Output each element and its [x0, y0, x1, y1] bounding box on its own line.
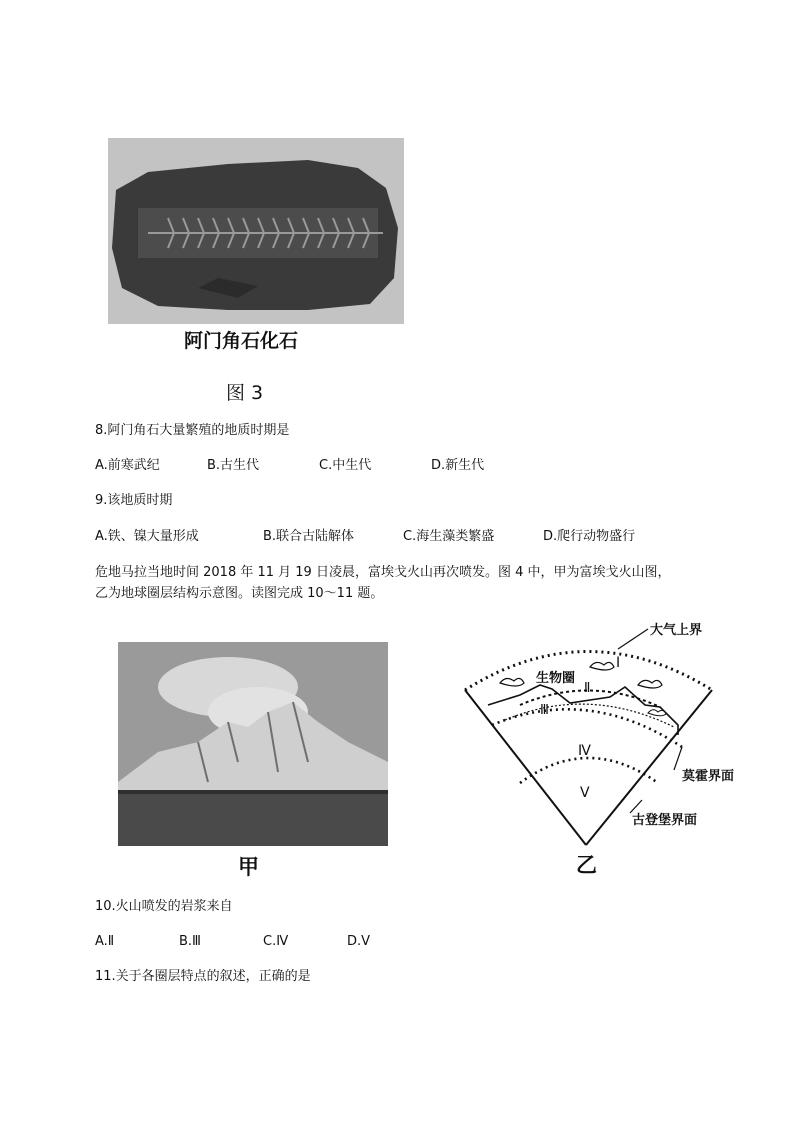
q9-option-c: C.海生藻类繁盛: [403, 529, 495, 544]
q10-option-b: B.Ⅲ: [179, 934, 202, 949]
q10-option-a: A.Ⅱ: [95, 934, 115, 949]
label-layer-3: Ⅲ: [540, 703, 549, 718]
volcano-image: [118, 642, 388, 846]
label-layer-4: Ⅳ: [578, 743, 591, 759]
q9-option-a: A.铁、镍大量形成: [95, 529, 199, 544]
label-layer-1: Ⅰ: [616, 655, 621, 671]
label-layer-2: Ⅱ: [584, 681, 591, 696]
volcano-photo: [118, 642, 388, 846]
figure-4-right-label: 乙: [576, 853, 597, 877]
figure-3: [108, 138, 404, 404]
fossil-image: [108, 138, 404, 324]
q10-option-d: D.Ⅴ: [347, 934, 371, 949]
q8-option-b: B.古生代: [207, 458, 260, 473]
q9-option-d: D.爬行动物盛行: [543, 529, 636, 544]
label-layer-5: Ⅴ: [580, 785, 590, 801]
q10-option-c: C.Ⅳ: [263, 934, 289, 949]
label-moho: 莫霍界面: [682, 769, 735, 784]
sphere-diagram-svg: [460, 615, 770, 877]
label-biosphere: 生物圈: [536, 671, 576, 686]
earth-sphere-diagram: [460, 615, 770, 877]
question-8-stem: 8.阿门角石大量繁殖的地质时期是: [95, 423, 290, 438]
label-gutenberg: 古登堡界面: [632, 813, 698, 828]
q8-option-c: C.中生代: [319, 458, 372, 473]
figure-4-left-label: 甲: [238, 855, 259, 879]
fossil-photo: [108, 138, 404, 324]
intro-line-1: 危地马拉当地时间 2018 年 11 月 19 日凌晨，富埃戈火山再次喷发。图 4 中，甲为富埃戈火山图，: [95, 565, 671, 580]
question-11-stem: 11.关于各圈层特点的叙述，正确的是: [95, 969, 311, 984]
q8-option-d: D.新生代: [431, 458, 485, 473]
q9-option-b: B.联合古陆解体: [263, 529, 355, 544]
label-upper-atmosphere: 大气上界: [650, 623, 703, 638]
fossil-caption: 阿门角石化石: [184, 330, 299, 352]
question-10-stem: 10.火山喷发的岩浆来自: [95, 899, 233, 914]
figure-3-label: 图 3: [226, 382, 264, 404]
intro-line-2: 乙为地球圈层结构示意图。读图完成 10～11 题。: [95, 586, 384, 601]
q8-option-a: A.前寒武纪: [95, 458, 160, 473]
question-9-stem: 9.该地质时期: [95, 493, 173, 508]
